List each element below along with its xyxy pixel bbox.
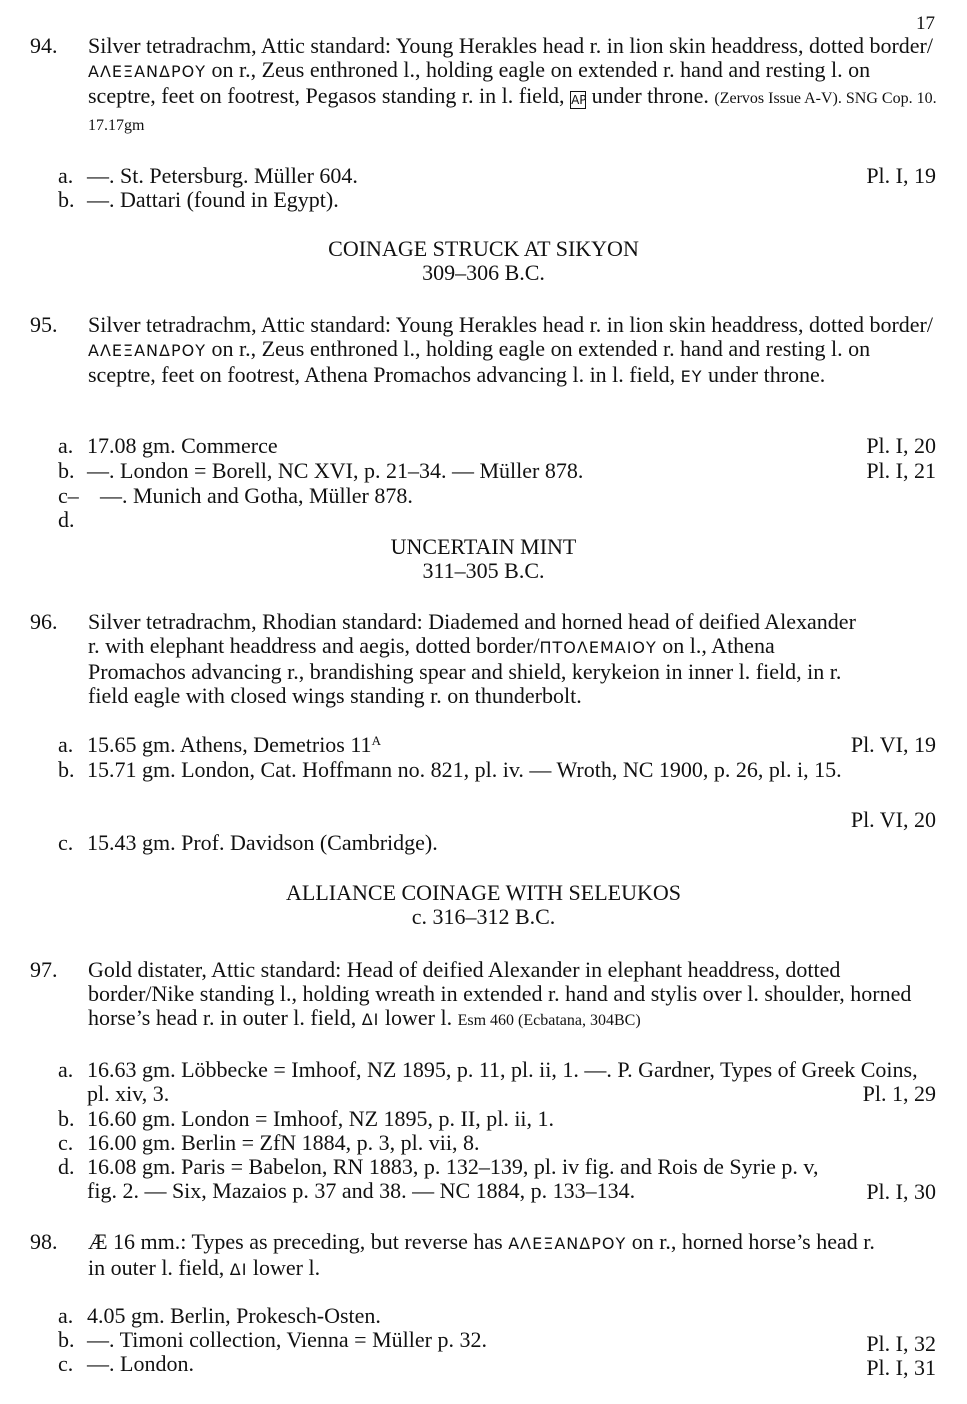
- greek-legend: ΕΥ: [680, 367, 703, 386]
- entry-description: [88, 958, 940, 1033]
- item-label: b.: [58, 757, 75, 782]
- item-label: b.: [58, 458, 75, 483]
- section-date: 311–305 B.C.: [422, 558, 545, 583]
- item-label: a.: [58, 732, 74, 757]
- plate-reference: Pl. 1, 29: [862, 1081, 936, 1106]
- section-date: 309–306 B.C.: [422, 260, 545, 285]
- catalog-entry-95: [30, 313, 940, 389]
- section-title: UNCERTAIN MINT: [390, 534, 577, 559]
- desc-text: on r., Zeus enthroned l., holding eagle on extended r. hand and resting l. on sceptre, feet on footrest, Athena Promachos advancing l. in l. field,: [88, 336, 871, 387]
- specimen-item: [58, 188, 936, 212]
- item-text: 16.63 gm. Löbbecke = Imhoof, NZ 1895, p. 11, pl. ii, 1. —. P. Gardner, Types of Greek Coins, pl. xiv, 3.: [87, 1057, 918, 1106]
- entry-description: [88, 34, 940, 138]
- section-date: c. 316–312 B.C.: [411, 904, 556, 929]
- specimen-item: [58, 831, 936, 855]
- greek-legend: ΔΙ: [361, 1010, 380, 1029]
- item-label: b.: [58, 187, 75, 212]
- item-label: d.: [58, 1154, 75, 1179]
- catalog-entry-96: [30, 610, 940, 708]
- desc-text: on r., horned horse’s head r. in outer l. field,: [88, 1229, 875, 1280]
- greek-legend: ΔΙ: [229, 1260, 248, 1279]
- page-number: 17: [916, 13, 935, 34]
- entry-number: 98.: [30, 1229, 58, 1254]
- item-label: a.: [58, 1303, 74, 1328]
- item-text: —. London.: [87, 1351, 194, 1376]
- item-label: a.: [58, 433, 74, 458]
- item-text: 16.00 gm. Berlin = ZfN 1884, p. 3, pl. vii, 8.: [87, 1130, 480, 1155]
- item-text: —. Munich and Gotha, Müller 878.: [100, 483, 413, 508]
- catalog-entry-98: [30, 1230, 940, 1282]
- item-text: 15.71 gm. London, Cat. Hoffmann no. 821, pl. iv. — Wroth, NC 1900, p. 26, pl. i, 15.: [87, 757, 842, 782]
- specimen-item: [58, 757, 936, 832]
- catalog-entry-94: [30, 34, 940, 138]
- item-label: c.: [58, 1130, 74, 1155]
- greek-legend: ΑΛΕΞΑΝΔΡΟΥ: [88, 62, 206, 81]
- item-label: c–d.: [58, 483, 79, 532]
- plate-reference: Pl. I, 30: [866, 1179, 936, 1204]
- entry-number: 97.: [30, 957, 58, 982]
- item-label: b.: [58, 1327, 75, 1352]
- plate-reference: Pl. VI, 19: [850, 732, 936, 757]
- specimen-item: [58, 733, 936, 757]
- specimen-item: [58, 1304, 936, 1328]
- specimen-item: [58, 459, 936, 483]
- entry-number: 96.: [30, 609, 58, 634]
- desc-text: under throne.: [586, 83, 715, 108]
- item-text: —. Timoni collection, Vienna = Müller p. 32.: [87, 1327, 487, 1352]
- desc-text: Gold distater, Attic standard: Head of deified Alexander in elephant headdress, dotted border/Nike standing l., holding wreath in extended r. hand and stylis over l. shoulder, horned horse’s head r. in outer l. field,: [88, 957, 912, 1030]
- desc-text: lower l.: [247, 1255, 321, 1280]
- item-text: [87, 733, 936, 757]
- item-text: —. London = Borell, NC XVI, p. 21–34. — Müller 878.: [87, 458, 584, 483]
- desc-text: lower l.: [379, 1005, 458, 1030]
- specimen-item: [58, 483, 936, 532]
- specimen-item: [58, 1107, 936, 1131]
- entry-number: 95.: [30, 312, 58, 337]
- entry-number: 94.: [30, 33, 58, 58]
- reference-note: Esm 460 (Ecbatana, 304BC): [457, 1012, 641, 1029]
- section-heading-sikyon: [0, 237, 967, 285]
- monogram-symbol: ΑΡ: [571, 93, 587, 107]
- item-label: a.: [58, 1057, 74, 1082]
- item-label: c.: [58, 1351, 74, 1376]
- section-title: COINAGE STRUCK AT SIKYON: [328, 236, 639, 261]
- desc-text: Silver tetradrachm, Rhodian standard: Diademed and horned head of deified Alexander r. with elephant headdress and aegis, dotted border/: [88, 609, 856, 658]
- section-heading-alliance: [0, 881, 967, 929]
- catalog-entry-97: [30, 958, 940, 1033]
- item-text: —. Dattari (found in Egypt).: [87, 187, 339, 212]
- item-text: 16.08 gm. Paris = Babelon, RN 1883, p. 132–139, pl. iv fig. and Rois de Syrie p. v, fig. 2. — Six, Mazaios p. 37 and 38. — NC 1884, p. 133–134.: [87, 1154, 819, 1203]
- specimen-item: [58, 164, 936, 188]
- specimen-item: [58, 1131, 936, 1155]
- specimen-item: [58, 1155, 936, 1203]
- item-text: —. St. Petersburg. Müller 604.: [87, 163, 358, 188]
- section-title: ALLIANCE COINAGE WITH SELEUKOS: [286, 880, 681, 905]
- specimen-item: [58, 434, 936, 458]
- item-label: c.: [58, 830, 74, 855]
- item-label: b.: [58, 1106, 75, 1131]
- plate-reference: Pl. I, 20: [866, 433, 936, 458]
- desc-text: Æ 16 mm.: Types as preceding, but reverse has: [88, 1229, 509, 1254]
- desc-text: on l., Athena Promachos advancing r., brandishing spear and shield, kerykeion in inner l. field, in r. field eagle with closed wings standing r. on thunderbolt.: [88, 633, 842, 708]
- greek-legend: ΠΤΟΛΕΜΑΙΟΥ: [539, 638, 657, 657]
- item-text: 17.08 gm. Commerce: [87, 433, 278, 458]
- plate-reference: Pl. I, 32: [866, 1331, 936, 1356]
- item-text: 4.05 gm. Berlin, Prokesch-Osten.: [87, 1303, 381, 1328]
- greek-legend: ΑΛΕΞΑΝΔΡΟΥ: [508, 1234, 627, 1253]
- plate-reference: Pl. I, 31: [866, 1355, 936, 1380]
- greek-legend: ΑΛΕΞΑΝΔΡΟΥ: [88, 341, 206, 360]
- specimen-item: [58, 1351, 936, 1380]
- item-text-main: 15.65 gm. Athens, Demetrios 11: [87, 732, 372, 757]
- entry-description: [88, 1230, 878, 1282]
- desc-text: Silver tetradrachm, Attic standard: Young Herakles head r. in lion skin headdress, dotted border/: [88, 33, 933, 58]
- reference-note: (Zervos Issue A-V). SNG Cop. 10. 17.17gm: [88, 90, 937, 134]
- section-heading-uncertain-mint: [0, 535, 967, 583]
- item-text: 16.60 gm. London = Imhoof, NZ 1895, p. II, pl. ii, 1.: [87, 1106, 555, 1131]
- plate-reference: Pl. VI, 20: [850, 807, 936, 832]
- specimen-item: [58, 1327, 936, 1356]
- plate-reference: Pl. I, 19: [866, 163, 936, 188]
- desc-text: Silver tetradrachm, Attic standard: Young Herakles head r. in lion skin headdress, dotted border/: [88, 312, 933, 337]
- item-label: a.: [58, 163, 74, 188]
- desc-text: on r., Zeus enthroned l., holding eagle on extended r. hand and resting l. on sceptre, feet on footrest, Pegasos standing r. in l. field,: [88, 57, 871, 108]
- specimen-item: [58, 1058, 936, 1106]
- superscript: A: [371, 733, 381, 748]
- entry-description: [88, 313, 940, 389]
- plate-reference: Pl. I, 21: [866, 458, 936, 483]
- item-text: 15.43 gm. Prof. Davidson (Cambridge).: [87, 830, 438, 855]
- desc-text: under throne.: [702, 362, 826, 387]
- entry-description: [88, 610, 858, 708]
